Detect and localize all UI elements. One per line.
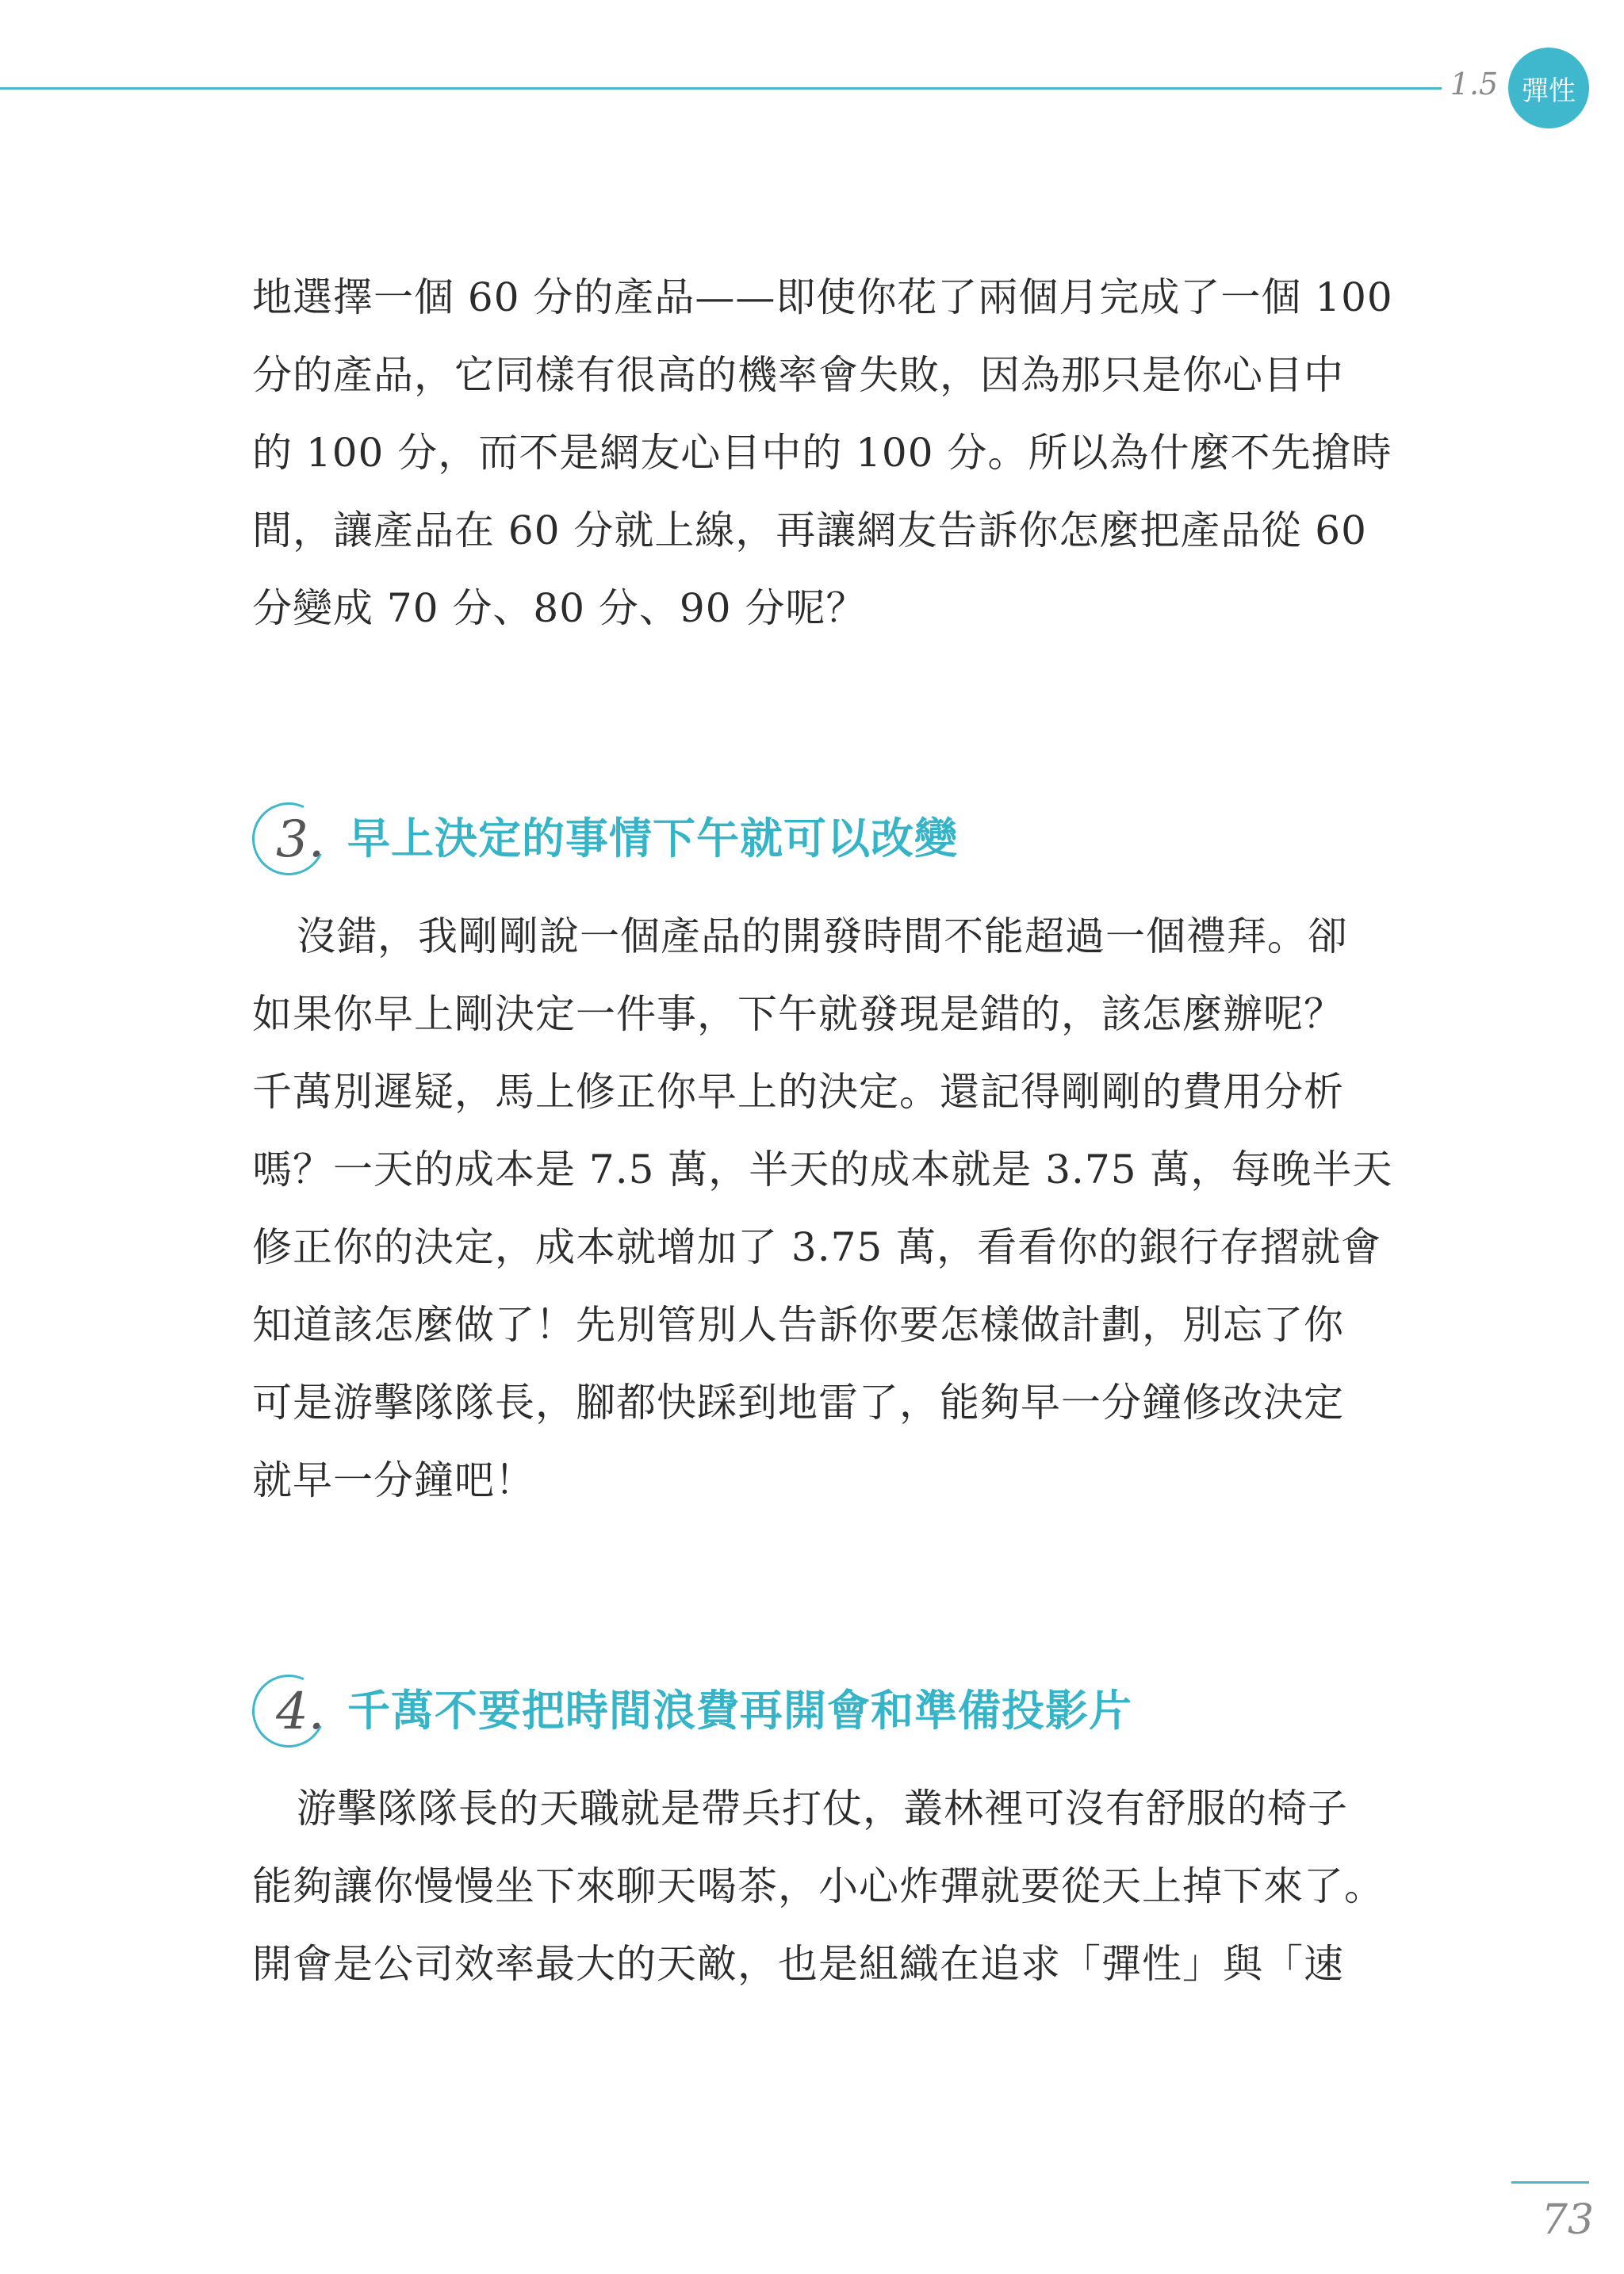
paragraph-line: 千萬別遲疑，馬上修正你早上的決定。還記得剛剛的費用分析	[252, 1069, 1344, 1115]
paragraph-line: 知道該怎麼做了！先別管別人告訴你要怎樣做計劃，別忘了你	[252, 1302, 1344, 1348]
section-3-paragraph	[252, 898, 1442, 1519]
continued-paragraph	[252, 258, 1442, 647]
paragraph-line: 沒錯，我剛剛說一個產品的開發時間不能超過一個禮拜。卻	[297, 913, 1348, 959]
paragraph-line: 修正你的決定，成本就增加了 3.75 萬，看看你的銀行存摺就會	[252, 1224, 1382, 1270]
section-3-number: 3.	[276, 810, 325, 869]
paragraph-line: 間，讓產品在 60 分就上線，再讓網友告訴你怎麼把產品從 60	[252, 507, 1367, 553]
paragraph-line: 如果你早上剛決定一件事，下午就發現是錯的，該怎麼辦呢？	[252, 991, 1344, 1037]
section-3-title: 早上決定的事情下午就可以改變	[347, 814, 958, 863]
paragraph-line: 分變成 70 分、80 分、90 分呢？	[252, 585, 867, 631]
paragraph-line: 嗎？一天的成本是 7.5 萬，半天的成本就是 3.75 萬，每晚半天	[252, 1147, 1393, 1193]
section-4-number: 4.	[276, 1683, 325, 1741]
section-number: 1.5	[1450, 67, 1499, 101]
paragraph-line: 就早一分鐘吧！	[252, 1457, 535, 1503]
section-4-paragraph	[252, 1770, 1442, 2003]
paragraph-line: 可是游擊隊隊長，腳都快踩到地雷了，能夠早一分鐘修改決定	[252, 1380, 1344, 1426]
footer-rule	[1511, 2181, 1589, 2184]
paragraph-line: 分的產品，它同樣有很高的機率會失敗，因為那只是你心目中	[252, 352, 1344, 398]
paragraph-line: 游擊隊隊長的天職就是帶兵打仗，叢林裡可沒有舒服的椅子	[297, 1786, 1348, 1832]
paragraph-line: 的 100 分，而不是網友心目中的 100 分。所以為什麼不先搶時	[252, 430, 1392, 476]
chapter-label: 彈性	[1522, 75, 1576, 107]
paragraph-line: 能夠讓你慢慢坐下來聊天喝茶，小心炸彈就要從天上掉下來了。	[252, 1863, 1385, 1909]
section-4-title: 千萬不要把時間浪費再開會和準備投影片	[347, 1686, 1132, 1736]
section-4-heading	[252, 1675, 1442, 1762]
chapter-badge	[1508, 48, 1589, 128]
header-rule	[0, 87, 1442, 90]
page-number: 73	[1541, 2196, 1594, 2244]
paragraph-line: 開會是公司效率最大的天敵，也是組織在追求「彈性」與「速	[252, 1941, 1344, 1987]
section-3-heading	[252, 802, 1442, 890]
paragraph-line: 地選擇一個 60 分的產品——即使你花了兩個月完成了一個 100	[252, 274, 1393, 320]
